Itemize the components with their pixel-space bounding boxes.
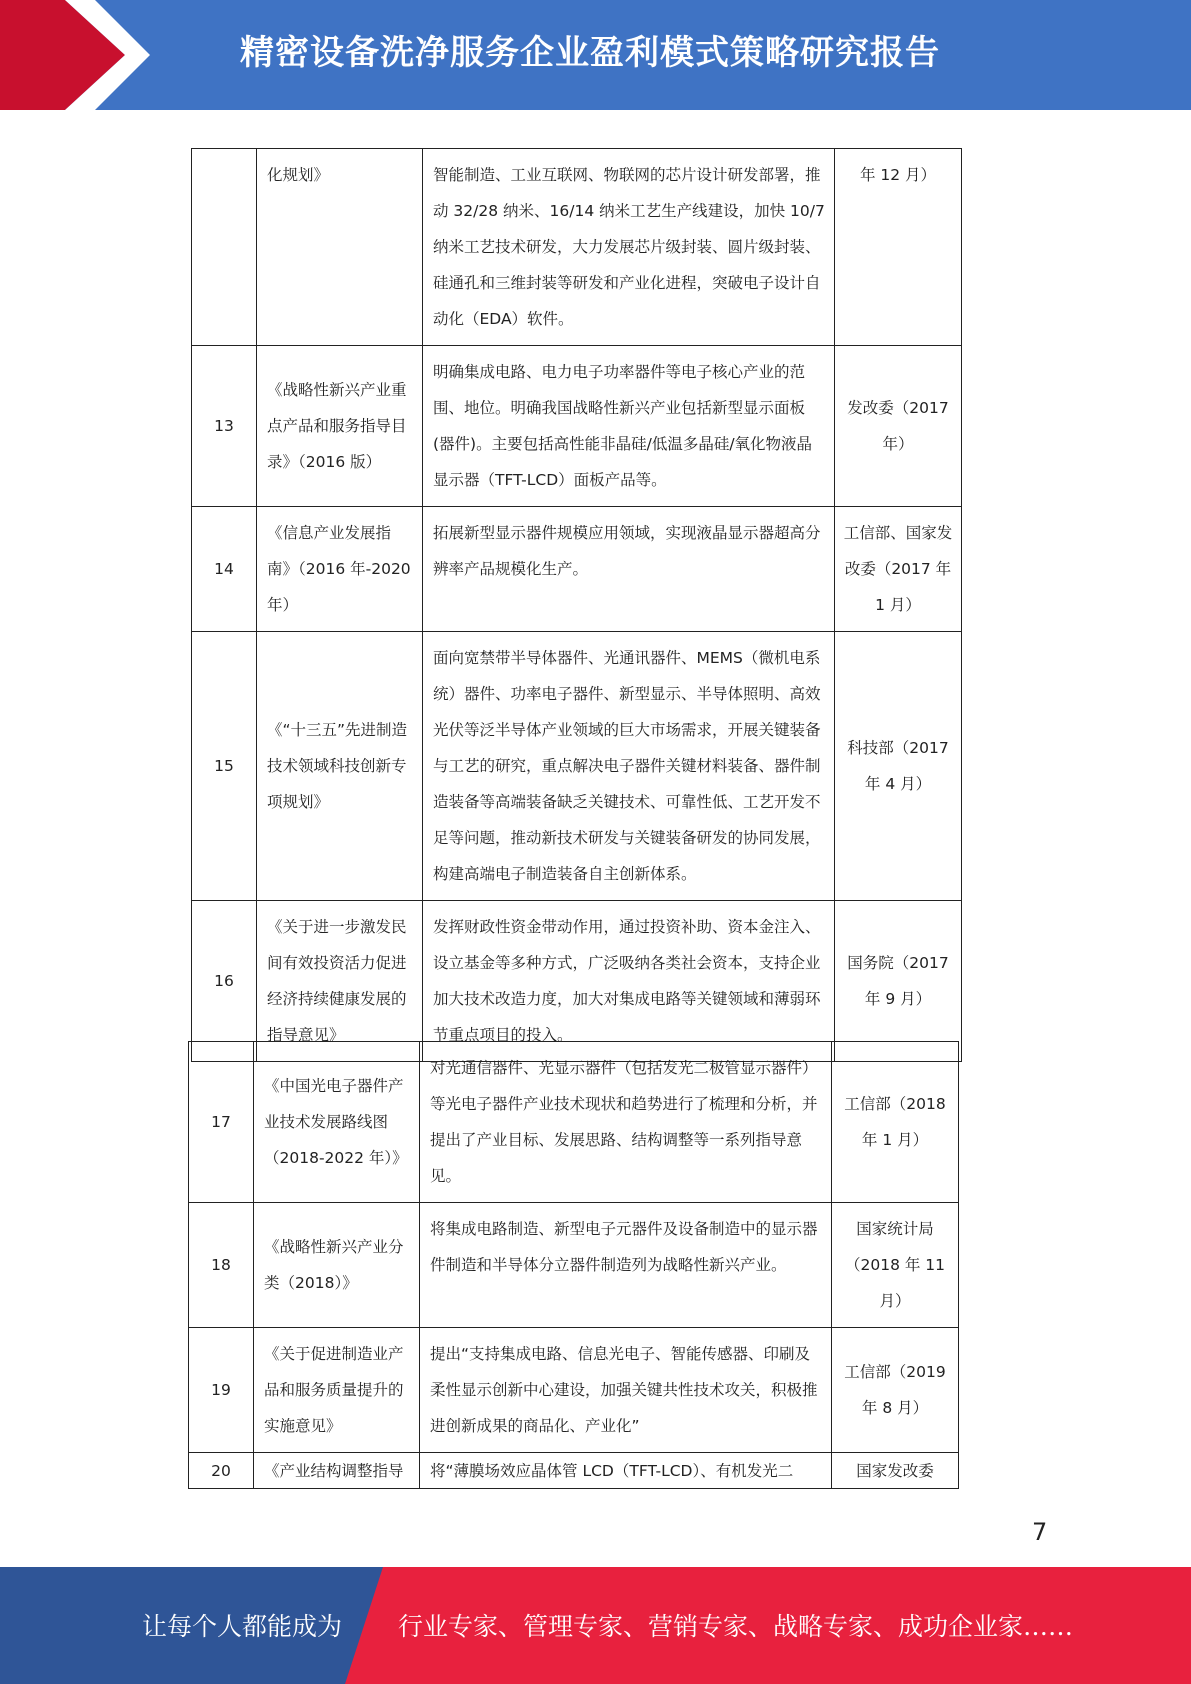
row-number: 17 (189, 1042, 254, 1203)
table-row (189, 1042, 959, 1203)
table-row (189, 1203, 959, 1328)
policy-name: 《关于促进制造业产品和服务质量提升的实施意见》 (254, 1328, 420, 1453)
policy-content: 面向宽禁带半导体器件、光通讯器件、MEMS（微机电系统）器件、功率电子器件、新型显示、半导体照明、高效光伏等泛半导体产业领域的巨大市场需求，开展关键装备与工艺的研究，重点解决电子器件关键材料装备、器件制造装备等高端装备缺乏关键技术、可靠性低、工艺开发不足等问题，推动新技术研发与关键装备研发的协同发展，构建高端电子制造装备自主创新体系。 (423, 632, 835, 901)
policy-issuer: 工信部、国家发改委（2017 年 1 月） (835, 507, 962, 632)
table-row (192, 507, 962, 632)
policy-content: 提出“支持集成电路、信息光电子、智能传感器、印刷及柔性显示创新中心建设，加强关键共性技术攻关，积极推进创新成果的商品化、产业化” (420, 1328, 832, 1453)
row-number: 16 (192, 901, 257, 1062)
policy-name: 《信息产业发展指南》（2016 年-2020 年） (257, 507, 423, 632)
footer-slogan-right: 行业专家、管理专家、营销专家、战略专家、成功企业家…… (398, 1612, 1074, 1641)
policy-table-2 (188, 1041, 959, 1489)
row-number: 18 (189, 1203, 254, 1328)
policy-content: 将“薄膜场效应晶体管 LCD（TFT-LCD）、有机发光二 (420, 1453, 832, 1489)
row-number: 15 (192, 632, 257, 901)
page-header (0, 0, 1191, 110)
policy-content: 智能制造、工业互联网、物联网的芯片设计研发部署，推动 32/28 纳米、16/14 纳米工艺生产线建设，加快 10/7 纳米工艺技术研发，大力发展芯片级封装、圆片级封装、硅通孔和三维封装等研发和产业化进程，突破电子设计自动化（EDA）软件。 (423, 149, 835, 346)
row-number: 13 (192, 346, 257, 507)
table-row (189, 1328, 959, 1453)
page-number: 7 (1032, 1518, 1048, 1546)
policy-content: 发挥财政性资金带动作用，通过投资补助、资本金注入、设立基金等多种方式，广泛吸纳各类社会资本，支持企业加大技术改造力度，加大对集成电路等关键领域和薄弱环节重点项目的投入。 (423, 901, 835, 1062)
policy-name: 《关于进一步激发民间有效投资活力促进经济持续健康发展的指导意见》 (257, 901, 423, 1062)
table-row (192, 901, 962, 1062)
row-number: 20 (189, 1453, 254, 1489)
policy-content: 将集成电路制造、新型电子元器件及设备制造中的显示器件制造和半导体分立器件制造列为战略性新兴产业。 (420, 1203, 832, 1328)
policy-issuer: 国务院（2017 年 9 月） (835, 901, 962, 1062)
header-chevron-decoration (0, 0, 150, 110)
policy-issuer: 工信部（2019 年 8 月） (832, 1328, 959, 1453)
policy-issuer: 国家统计局（2018 年 11 月） (832, 1203, 959, 1328)
policy-issuer: 发改委（2017 年） (835, 346, 962, 507)
table-row (189, 1453, 959, 1489)
row-number (192, 149, 257, 346)
policy-name: 《中国光电子器件产业技术发展路线图（2018-2022 年）》 (254, 1042, 420, 1203)
policy-content: 对光通信器件、光显示器件（包括发光二极管显示器件）等光电子器件产业技术现状和趋势进行了梳理和分析，并提出了产业目标、发展思路、结构调整等一系列指导意见。 (420, 1042, 832, 1203)
policy-name: 《产业结构调整指导 (254, 1453, 420, 1489)
policy-issuer: 科技部（2017 年 4 月） (835, 632, 962, 901)
policy-content: 拓展新型显示器件规模应用领域，实现液晶显示器超高分辨率产品规模化生产。 (423, 507, 835, 632)
policy-issuer: 年 12 月） (835, 149, 962, 346)
policy-issuer: 国家发改委 (832, 1453, 959, 1489)
table-row (192, 346, 962, 507)
report-title: 精密设备洗净服务企业盈利模式策略研究报告 (240, 33, 940, 73)
row-number: 14 (192, 507, 257, 632)
row-number: 19 (189, 1328, 254, 1453)
policy-name: 《“十三五”先进制造技术领域科技创新专项规划》 (257, 632, 423, 901)
footer-slogan-left: 让每个人都能成为 (142, 1612, 343, 1641)
policy-table-1 (191, 148, 962, 1062)
policy-name: 化规划》 (257, 149, 423, 346)
table-row (192, 149, 962, 346)
policy-name: 《战略性新兴产业重点产品和服务指导目录》（2016 版） (257, 346, 423, 507)
table-row (192, 632, 962, 901)
page-footer (0, 1567, 1191, 1684)
policy-content: 明确集成电路、电力电子功率器件等电子核心产业的范围、地位。明确我国战略性新兴产业包括新型显示面板(器件)。主要包括高性能非晶硅/低温多晶硅/氧化物液晶显示器（TFT-LCD）面板产品等。 (423, 346, 835, 507)
policy-name: 《战略性新兴产业分类（2018）》 (254, 1203, 420, 1328)
policy-issuer: 工信部（2018 年 1 月） (832, 1042, 959, 1203)
